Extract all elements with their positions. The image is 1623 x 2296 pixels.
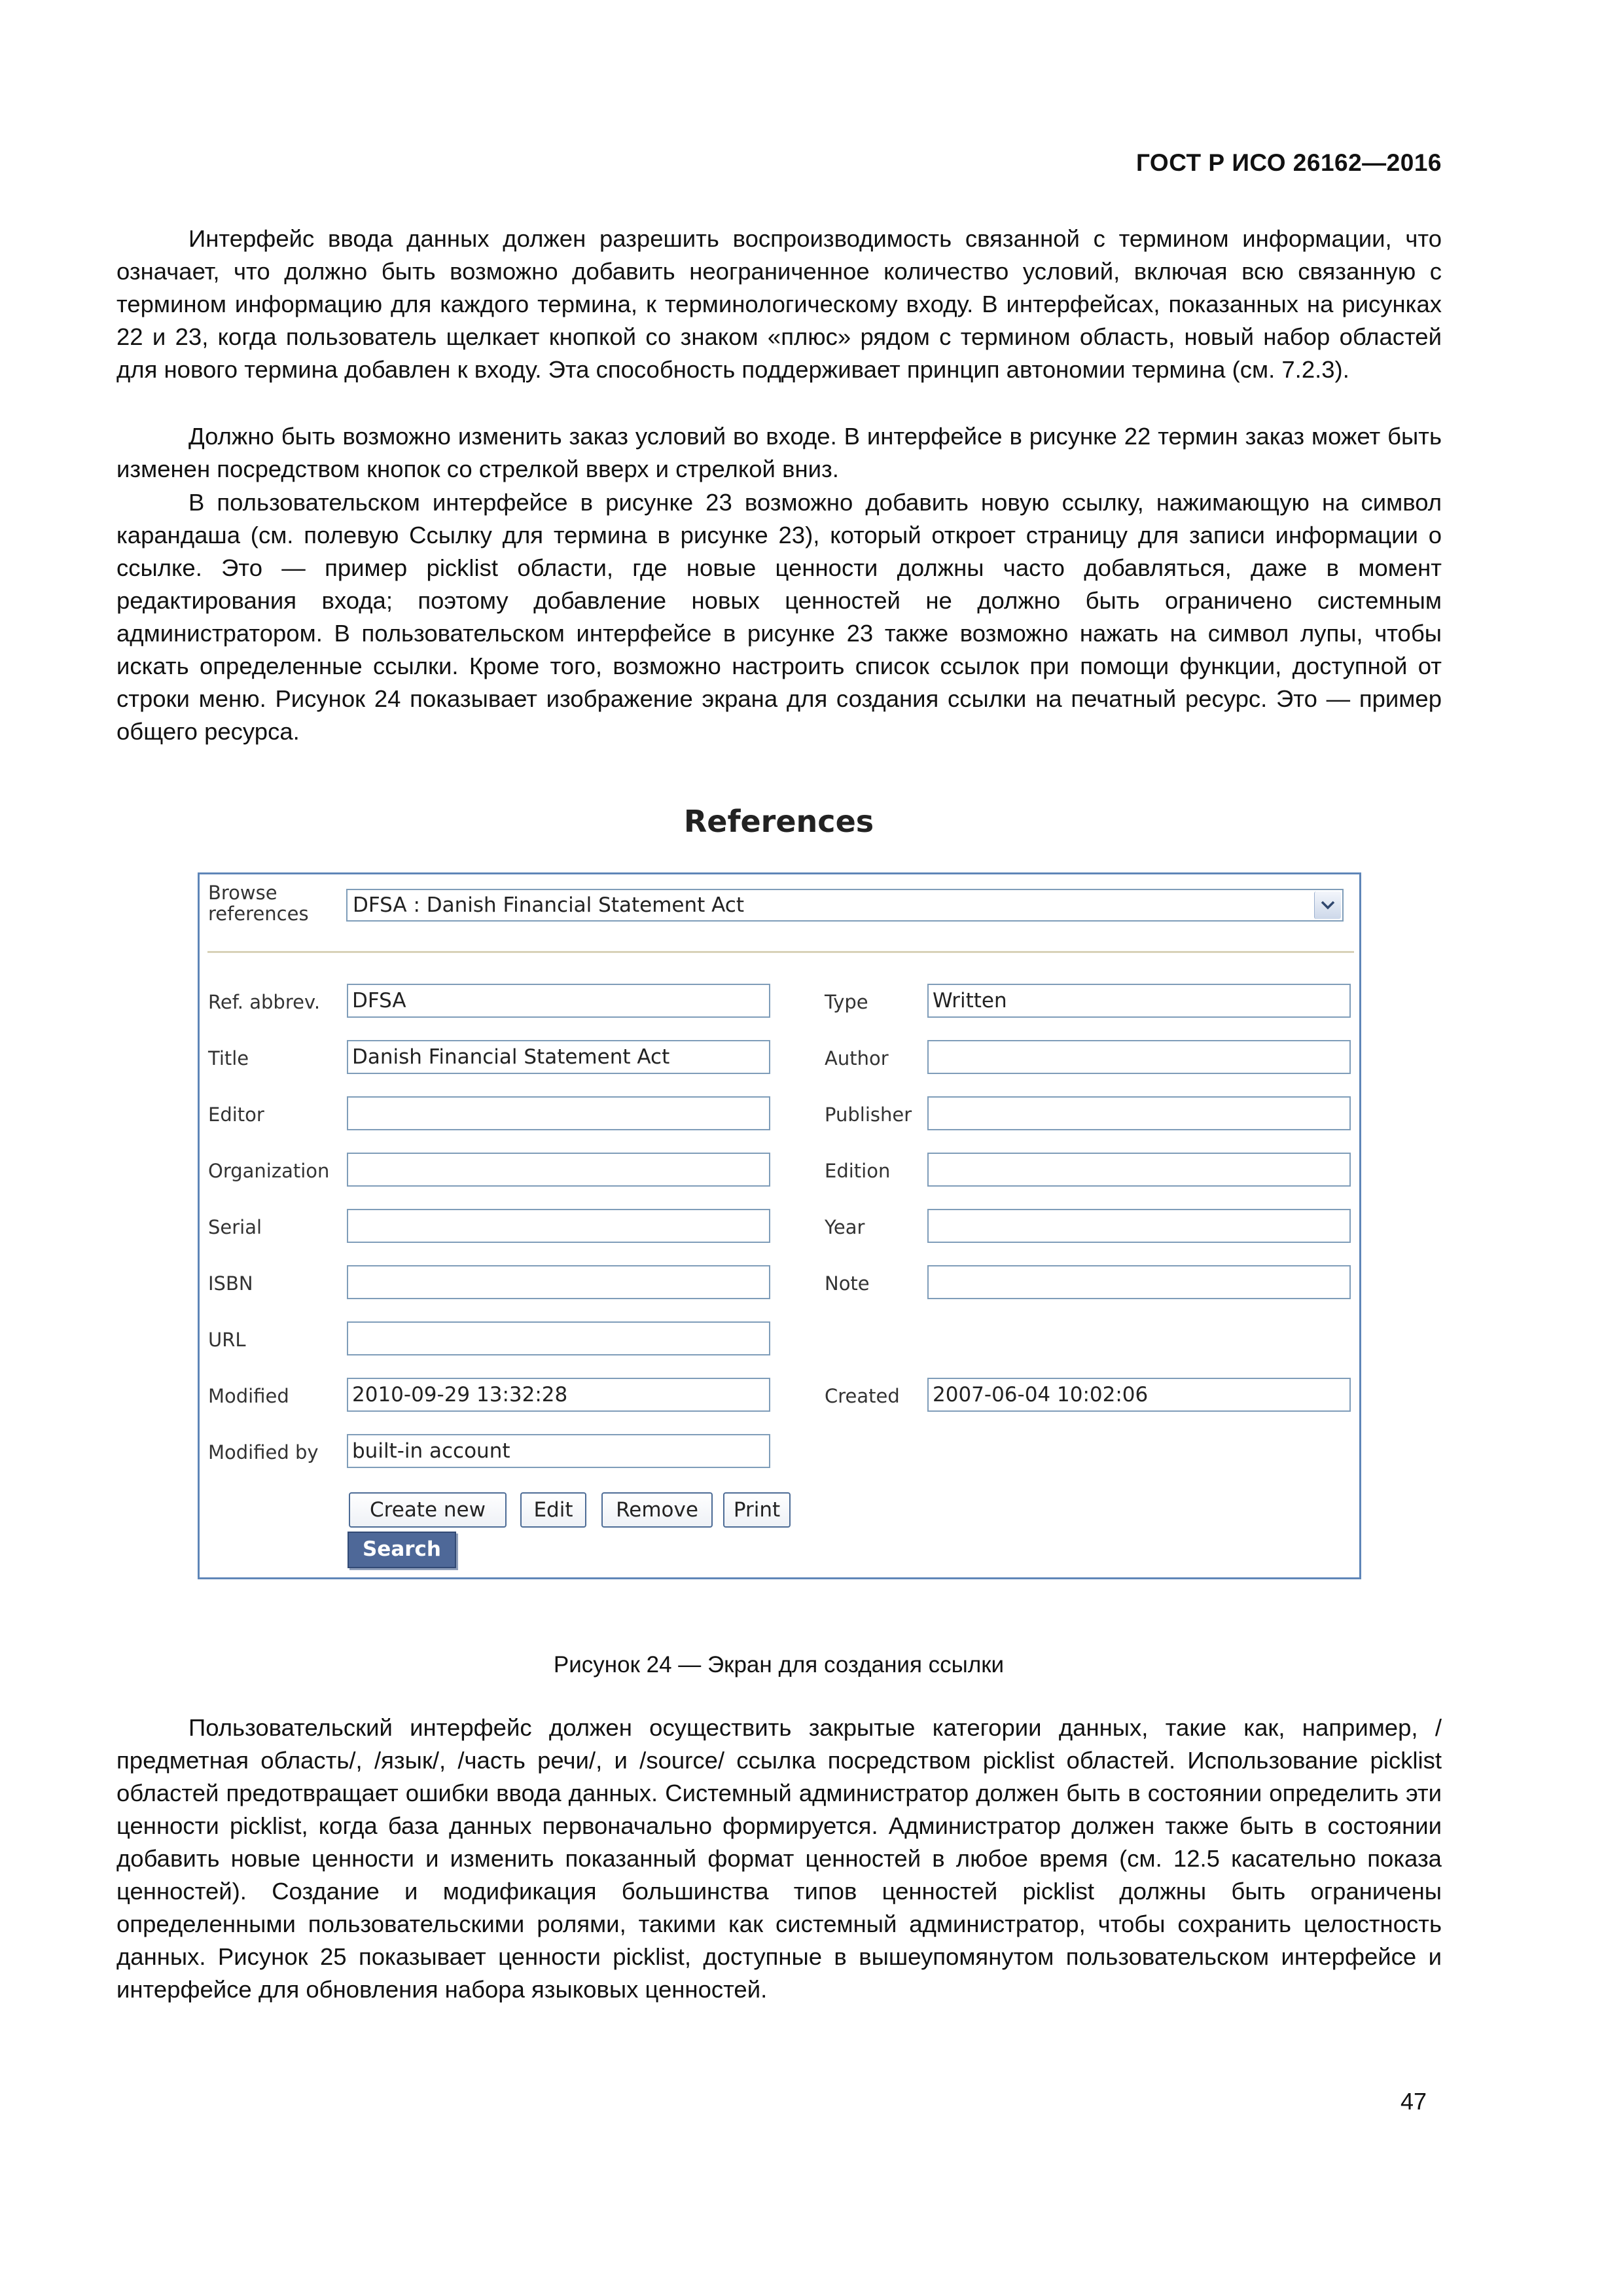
author-input[interactable] (927, 1040, 1351, 1074)
editor-label: Editor (208, 1103, 264, 1126)
note-input[interactable] (927, 1265, 1351, 1299)
remove-button[interactable]: Remove (601, 1492, 713, 1528)
organization-input[interactable] (347, 1153, 770, 1187)
editor-input[interactable] (347, 1096, 770, 1130)
paragraph-2: Должно быть возможно изменить заказ условий во входе. В интерфейсе в рисунке 22 термин заказ может быть изменен посредством кнопок со стрелкой вверх и стрелкой вниз. (116, 423, 1442, 482)
title-label: Title (208, 1047, 249, 1069)
url-input[interactable] (347, 1321, 770, 1355)
modified-input[interactable]: 2010-09-29 13:32:28 (347, 1378, 770, 1412)
created-label: Created (825, 1385, 900, 1407)
serial-label: Serial (208, 1216, 262, 1238)
separator (207, 951, 1354, 953)
browse-label: Browse references (208, 882, 309, 925)
publisher-input[interactable] (927, 1096, 1351, 1130)
search-button[interactable]: Search (348, 1532, 456, 1568)
modified-label: Modified (208, 1385, 289, 1407)
browse-references-select[interactable] (346, 889, 1344, 922)
isbn-label: ISBN (208, 1272, 253, 1295)
figure-title: References (683, 804, 874, 839)
standard-header: ГОСТ Р ИСО 26162—2016 (1135, 149, 1442, 176)
paragraph-4: Пользовательский интерфейс должен осуществить закрытые категории данных, такие как, например, /предметная область/, /язык/, /часть речи/, и /source/ ссылка посредством picklist областей. Использование picklist областей предотвращает ошибки ввода данных. Системный администратор должен быть в состоянии определить эти ценности picklist, когда база данных первоначально формируется. Администратор должен также быть в состоянии добавить новые ценности и изменить показанный формат ценностей в любое время (см. 12.5 касательно показа ценностей). Создание и модификация большинства типов ценностей picklist должны быть ограничены определенными пользовательскими ролями, такими как системный администратор, чтобы сохранить целостность данных. Рисунок 25 показывает ценности picklist, доступные в вышеупомянутом пользовательском интерфейсе и интерфейсе для обновления набора языковых ценностей. (116, 1714, 1442, 2003)
url-label: URL (208, 1329, 246, 1351)
edit-button[interactable]: Edit (520, 1492, 586, 1528)
isbn-input[interactable] (347, 1265, 770, 1299)
year-input[interactable] (927, 1209, 1351, 1243)
created-input[interactable]: 2007-06-04 10:02:06 (927, 1378, 1351, 1412)
ref-abbrev-label: Ref. abbrev. (208, 991, 321, 1013)
modified-by-input[interactable]: built-in account (347, 1434, 770, 1468)
publisher-label: Publisher (825, 1103, 912, 1126)
type-input[interactable]: Written (927, 984, 1351, 1018)
paragraph-3: В пользовательском интерфейсе в рисунке 23 возможно добавить новую ссылку, нажимающую на символ карандаша (см. полевую Ссылку для термина в рисунке 23), который откроет страницу для записи информации о ссылке. Это — пример picklist области, где новые ценности должны часто добавляться, даже в момент редактирования входа; поэтому добавление новых ценностей не должно быть ограничено системным администратором. В пользовательском интерфейсе в рисунке 23 также возможно нажать на символ лупы, чтобы искать определенные ссылки. Кроме того, возможно настроить список ссылок при помощи функции, доступной от строки меню. Рисунок 24 показывает изображение экрана для создания ссылки на печатный ресурс. Это — пример общего ресурса. (116, 489, 1442, 745)
modified-by-label: Modified by (208, 1441, 319, 1463)
chevron-down-icon[interactable] (1314, 891, 1341, 919)
author-label: Author (825, 1047, 889, 1069)
type-label: Type (825, 991, 868, 1013)
references-form (198, 872, 1361, 1579)
title-input[interactable]: Danish Financial Statement Act (347, 1040, 770, 1074)
create-new-button[interactable]: Create new (349, 1492, 507, 1528)
note-label: Note (825, 1272, 870, 1295)
browse-references-value: DFSA : Danish Financial Statement Act (353, 893, 744, 917)
paragraph-1: Интерфейс ввода данных должен разрешить воспроизводимость связанной с термином информации, что означает, что должно быть возможно добавить неограниченное количество условий, включая всю связанную с термином информацию для каждого термина, к терминологическому входу. В интерфейсах, показанных на рисунках 22 и 23, когда пользователь щелкает кнопкой со знаком «плюс» рядом с термином область, новый набор областей для нового термина добавлен к входу. Эта способность поддерживает принцип автономии термина (см. 7.2.3). (116, 225, 1442, 383)
ref-abbrev-input[interactable]: DFSA (347, 984, 770, 1018)
organization-label: Organization (208, 1160, 330, 1182)
page-number: 47 (1400, 2088, 1427, 2115)
serial-input[interactable] (347, 1209, 770, 1243)
year-label: Year (825, 1216, 865, 1238)
print-button[interactable]: Print (723, 1492, 791, 1528)
edition-input[interactable] (927, 1153, 1351, 1187)
figure-caption: Рисунок 24 — Экран для создания ссылки (553, 1652, 1005, 1677)
edition-label: Edition (825, 1160, 891, 1182)
